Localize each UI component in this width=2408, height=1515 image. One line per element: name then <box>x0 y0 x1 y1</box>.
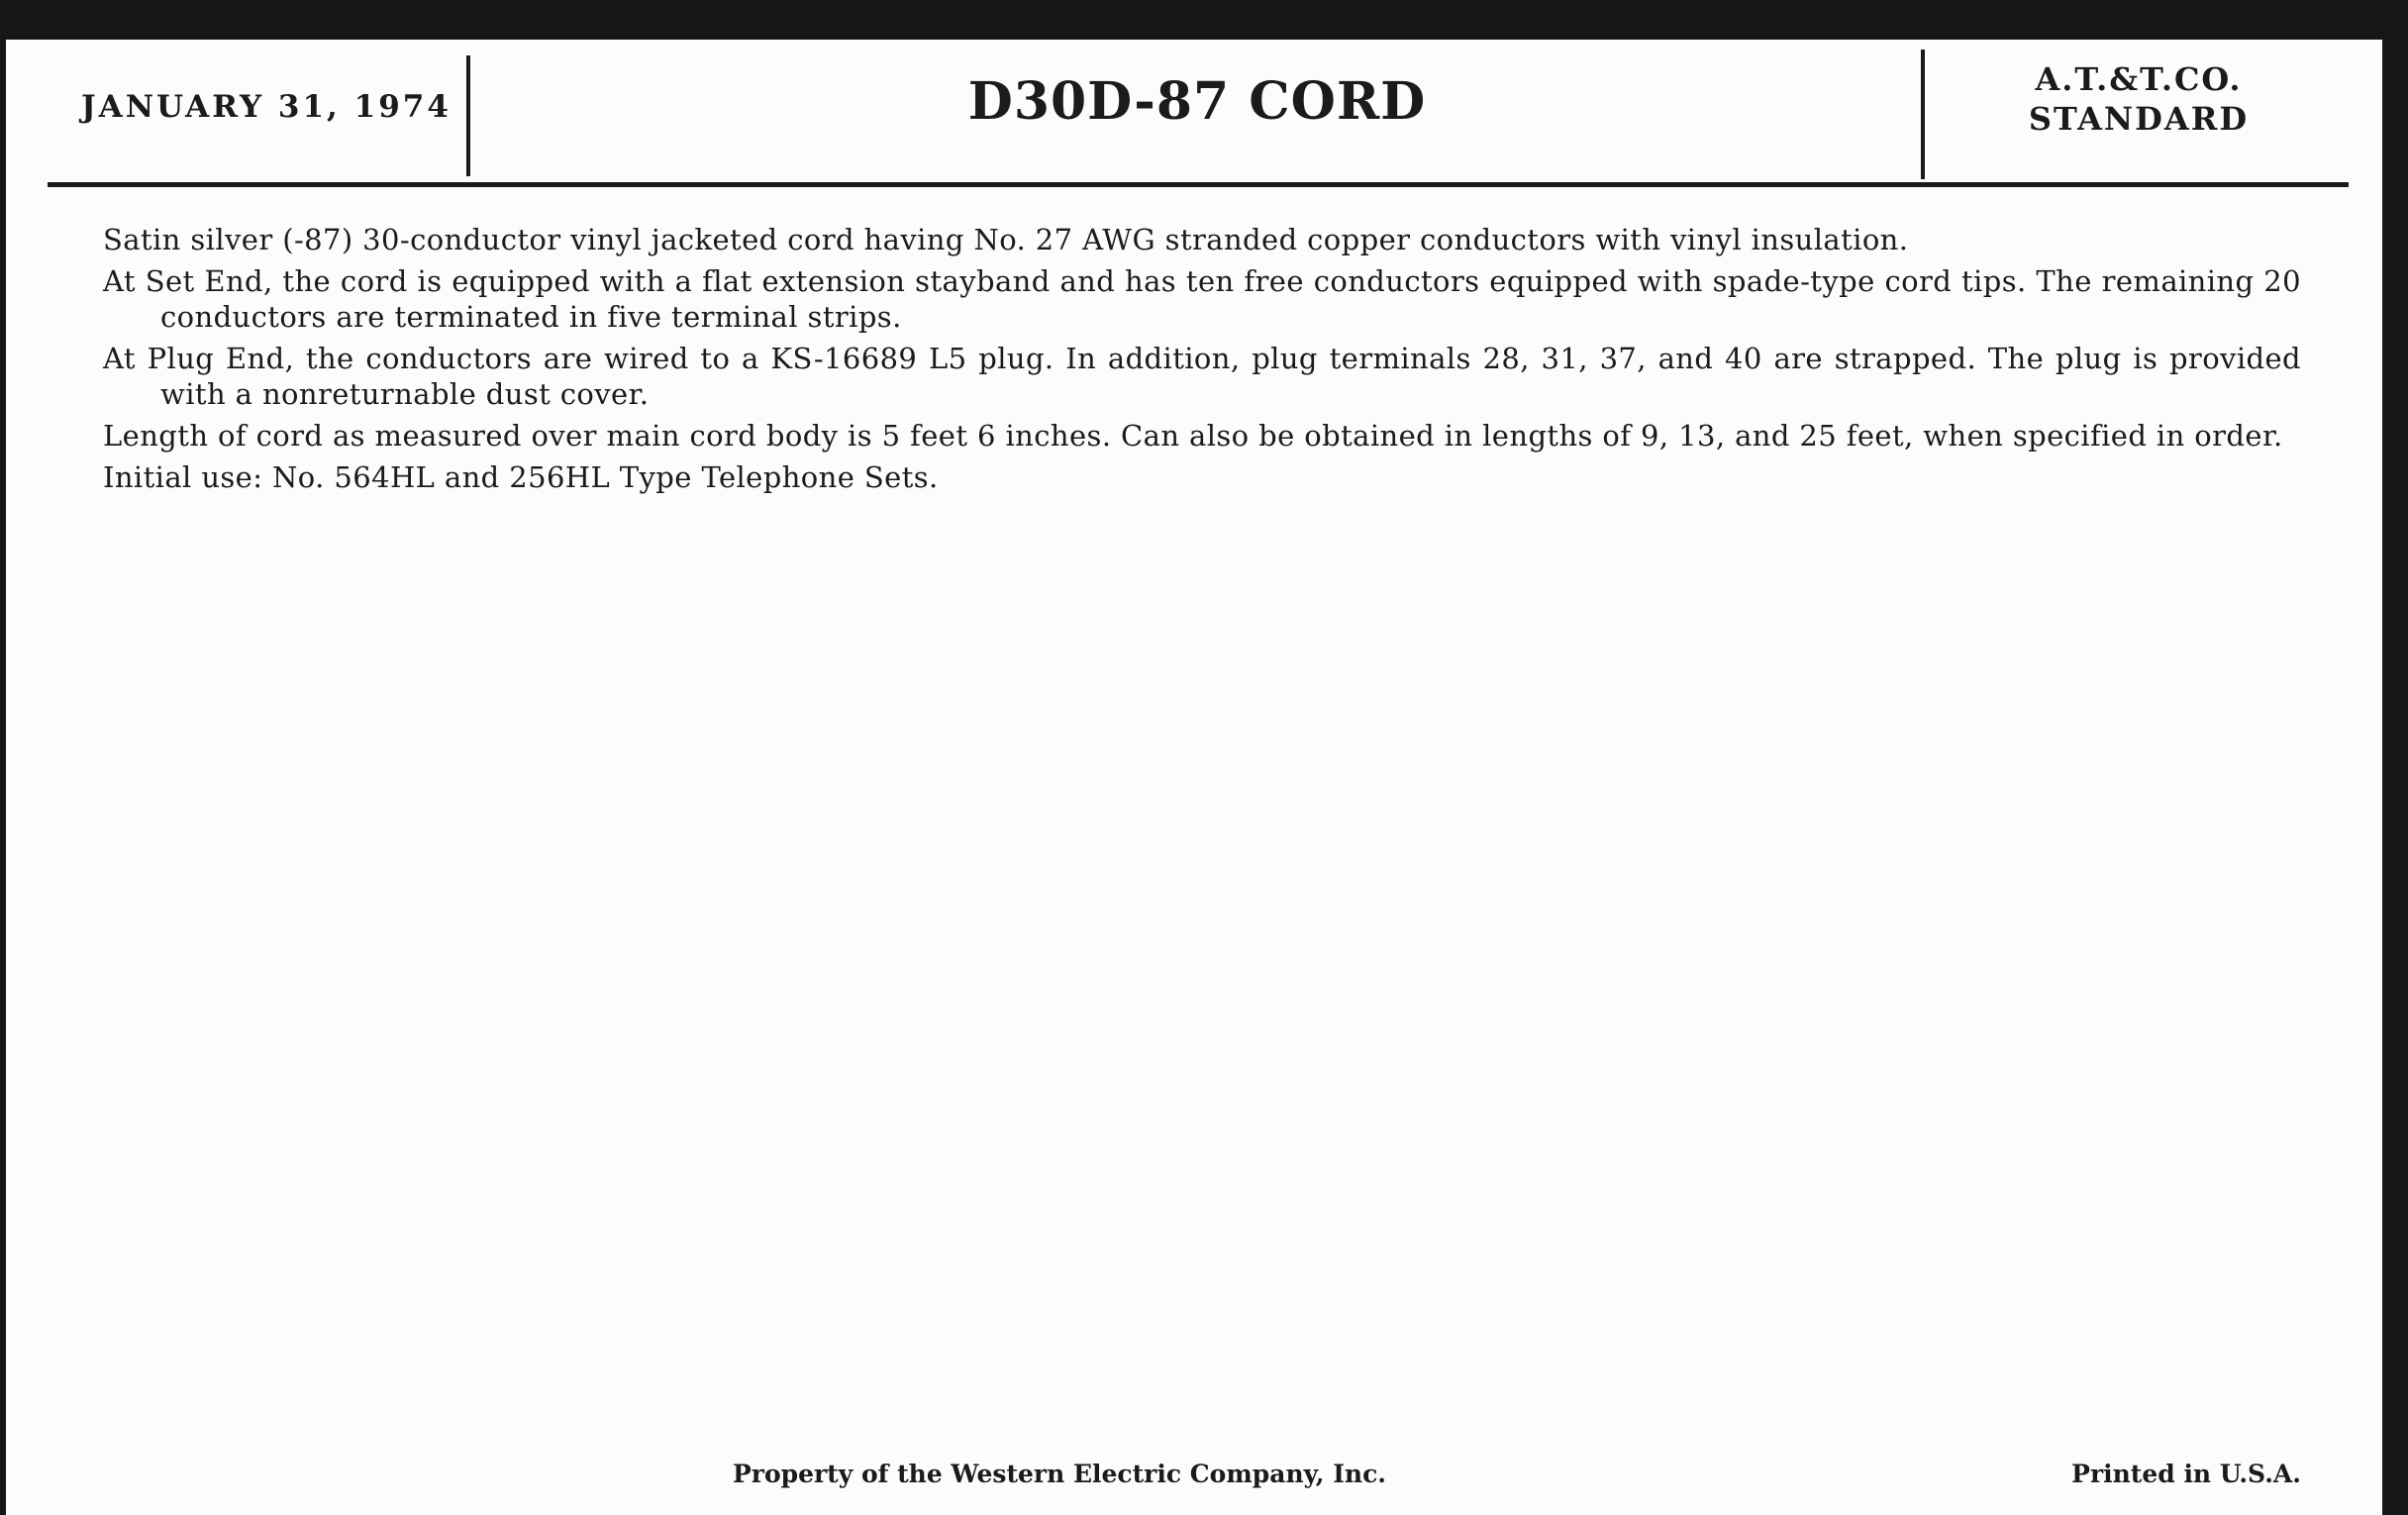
paragraph-description: Satin silver (-87) 30-conductor vinyl jacketed cord having No. 27 AWG stranded copper conductors with vinyl insulation. <box>103 223 1909 256</box>
scan-border <box>2382 0 2408 1515</box>
paragraph-initial-use: Initial use: No. 564HL and 256HL Type Telephone Sets. <box>103 460 939 494</box>
paragraph-plug-end: At Plug End, the conductors are wired to a KS-16689 L5 plug. In addition, plug terminals 28, 31, 37, and 40 are strapped. The plug is provided with a nonreturnable dust cover. <box>103 342 2301 411</box>
paragraph-length: Length of cord as measured over main cord body is 5 feet 6 inches. Can also be obtained in lengths of 9, 13, and 25 feet, when specified in order. <box>103 419 2283 453</box>
header-divider-right <box>1921 50 1925 179</box>
header-divider-left <box>466 55 470 176</box>
standard-label <box>1931 59 2347 139</box>
document-title: D30D-87 CORD <box>967 71 1427 132</box>
standard-line-1: A.T.&T.CO. <box>2035 60 2243 98</box>
header-rule <box>48 182 2349 187</box>
standard-line-2: STANDARD <box>2028 100 2250 138</box>
issue-date: JANUARY 31, 1974 <box>81 89 452 125</box>
footer-property: Property of the Western Electric Company, Inc. <box>732 1460 1386 1488</box>
paragraph-set-end: At Set End, the cord is equipped with a flat extension stayband and has ten free conductors equipped with spade-type cord tips. The remaining 20 conductors are terminated in five terminal strips. <box>103 264 2301 334</box>
footer-printed: Printed in U.S.A. <box>2071 1460 2301 1488</box>
specification-text <box>103 222 2301 501</box>
